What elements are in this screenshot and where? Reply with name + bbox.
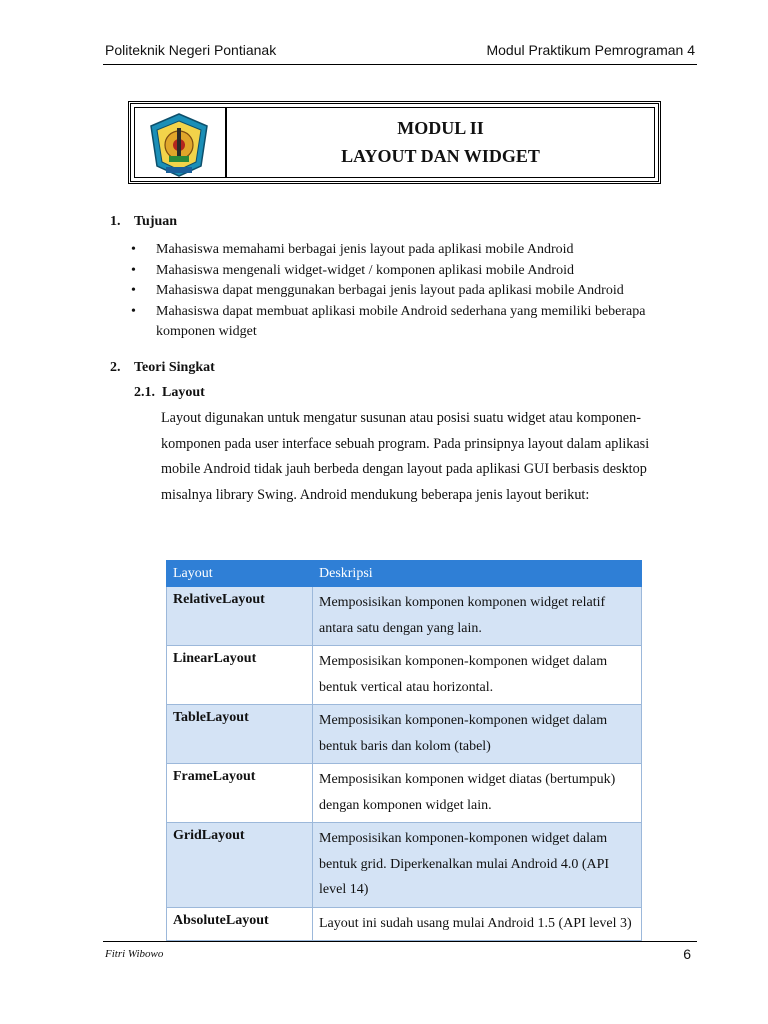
header-module-title: Modul Praktikum Pemrograman 4 [486,42,695,58]
objectives-list [131,240,691,343]
table-row [167,587,642,646]
layout-table [166,560,642,941]
list-item: • Mahasiswa dapat membuat aplikasi mobile Android sederhana yang memiliki beberapa komponen widget [131,303,646,339]
table-header-row [167,561,642,587]
page-header [103,38,697,65]
table-row [167,705,642,764]
section-heading-teori: 2. Teori Singkat [110,360,215,375]
table-row [167,646,642,705]
layout-name: GridLayout [167,823,313,908]
column-header-layout: Layout [167,561,313,587]
page-number: 6 [683,946,691,962]
layout-description: Memposisikan komponen widget diatas (bertumpuk) dengan komponen widget lain. [313,764,642,823]
polnep-logo-icon [147,112,211,178]
layout-name: FrameLayout [167,764,313,823]
layout-name: TableLayout [167,705,313,764]
layout-name: AbsoluteLayout [167,907,313,941]
layout-description: Memposisikan komponen-komponen widget dalam bentuk baris dan kolom (tabel) [313,705,642,764]
layout-description: Memposisikan komponen-komponen widget dalam bentuk grid. Diperkenalkan mulai Android 4.0 (API level 14) [313,823,642,908]
section-heading-tujuan: 1. Tujuan [110,214,178,229]
module-title: LAYOUT DAN WIDGET [341,146,540,166]
layout-description: Memposisikan komponen komponen widget relatif antara satu dengan yang lain. [313,587,642,646]
module-title-box [128,101,661,184]
table-row [167,764,642,823]
module-number: MODUL II [397,118,484,138]
layout-name: LinearLayout [167,646,313,705]
column-header-deskripsi: Deskripsi [313,561,642,587]
layout-description: Memposisikan komponen-komponen widget dalam bentuk vertical atau horizontal. [313,646,642,705]
logo-cell [135,108,227,177]
layout-description: Layout ini sudah usang mulai Android 1.5 (API level 3) [313,907,642,941]
list-item: • Mahasiswa memahami berbagai jenis layout pada aplikasi mobile Android [131,242,574,257]
layout-paragraph: Layout digunakan untuk mengatur susunan atau posisi suatu widget atau komponen-komponen pada user interface sebuah program. Pada prinsipnya layout dalam aplikasi mobile Android tidak jauh berbeda dengan layout pada aplikasi GUI berbasis desktop misalnya library Swing. Android mendukung beberapa jenis layout berikut: [161,410,650,504]
table-row [167,907,642,941]
layout-name: RelativeLayout [167,587,313,646]
footer-author: Fitri Wibowo [105,948,164,960]
list-item: • Mahasiswa mengenali widget-widget / komponen aplikasi mobile Android [131,262,574,278]
page-footer [103,941,697,966]
subsection-heading-layout: 2.1. Layout [134,385,205,400]
list-item: • Mahasiswa dapat menggunakan berbagai jenis layout pada aplikasi mobile Android [131,283,624,298]
table-row [167,823,642,908]
header-institution: Politeknik Negeri Pontianak [105,42,277,58]
